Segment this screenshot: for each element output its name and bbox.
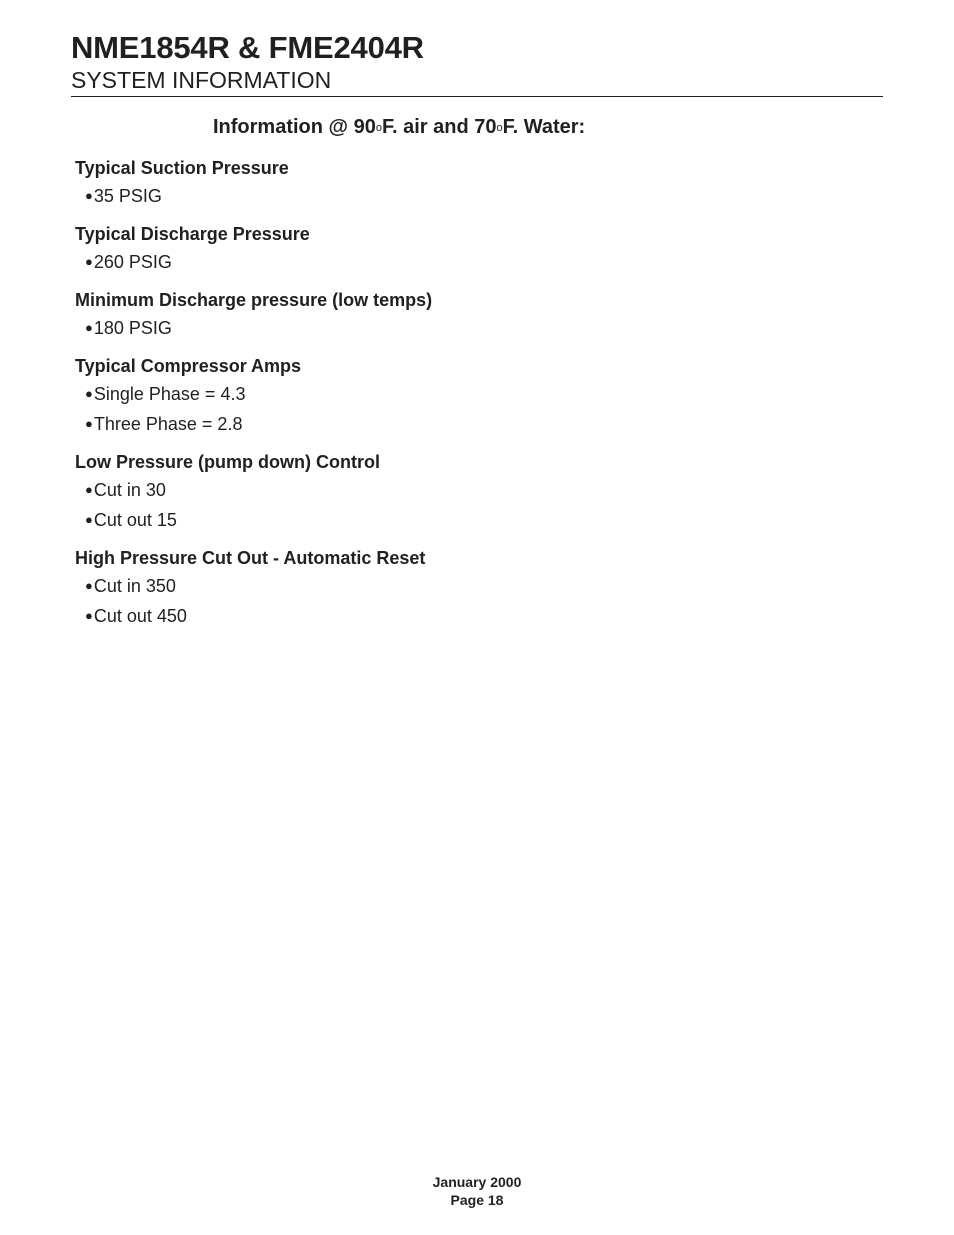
spec-heading: Typical Suction Pressure — [75, 158, 289, 178]
spec-item — [75, 313, 855, 343]
spec-value: Cut out 450 — [93, 606, 187, 626]
degree-symbol: o — [496, 122, 503, 134]
spec-value: Cut out 15 — [93, 510, 177, 530]
page-header — [71, 28, 883, 94]
header-divider — [71, 96, 883, 97]
subheading-prefix: Information @ 90 — [213, 116, 376, 138]
section-title: SYSTEM INFORMATION — [71, 67, 332, 93]
page-footer — [0, 1173, 954, 1209]
spec-item — [75, 571, 855, 601]
bullet-icon: ● — [85, 320, 93, 335]
bullet-icon: ● — [85, 416, 93, 431]
footer-date: January 2000 — [432, 1174, 522, 1190]
subheading-middle: F. air and 70 — [381, 116, 497, 138]
bullet-icon: ● — [85, 578, 93, 593]
spec-list — [75, 156, 855, 642]
spec-value: Cut in 30 — [93, 480, 166, 500]
spec-value: Three Phase = 2.8 — [93, 414, 243, 434]
spec-value: Cut in 350 — [93, 576, 176, 596]
spec-group-low-pressure-control — [75, 450, 855, 535]
bullet-icon: ● — [85, 482, 93, 497]
spec-group-minimum-discharge-pressure — [75, 288, 855, 343]
spec-group-compressor-amps — [75, 354, 855, 439]
model-title: NME1854R & FME2404R — [71, 30, 424, 65]
spec-item — [75, 475, 855, 505]
spec-heading: Typical Discharge Pressure — [75, 224, 310, 244]
spec-group-suction-pressure — [75, 156, 855, 211]
spec-item — [75, 379, 855, 409]
spec-value: 260 PSIG — [93, 252, 172, 272]
spec-item — [75, 409, 855, 439]
conditions-subheading — [213, 114, 585, 140]
bullet-icon: ● — [85, 512, 93, 527]
spec-value: 180 PSIG — [93, 318, 172, 338]
spec-heading: High Pressure Cut Out - Automatic Reset — [75, 548, 426, 568]
spec-item — [75, 601, 855, 631]
spec-heading: Low Pressure (pump down) Control — [75, 452, 380, 472]
spec-value: Single Phase = 4.3 — [93, 384, 246, 404]
bullet-icon: ● — [85, 608, 93, 623]
footer-page-number: Page 18 — [450, 1192, 504, 1208]
subheading-suffix: F. Water: — [502, 116, 586, 138]
spec-heading: Typical Compressor Amps — [75, 356, 302, 376]
spec-item — [75, 247, 855, 277]
bullet-icon: ● — [85, 254, 93, 269]
spec-item — [75, 181, 855, 211]
spec-heading: Minimum Discharge pressure (low temps) — [75, 290, 433, 310]
spec-group-high-pressure-cutout — [75, 546, 855, 631]
spec-group-discharge-pressure — [75, 222, 855, 277]
bullet-icon: ● — [85, 386, 93, 401]
bullet-icon: ● — [85, 188, 93, 203]
degree-symbol: o — [375, 122, 382, 134]
spec-value: 35 PSIG — [93, 186, 162, 206]
spec-item — [75, 505, 855, 535]
